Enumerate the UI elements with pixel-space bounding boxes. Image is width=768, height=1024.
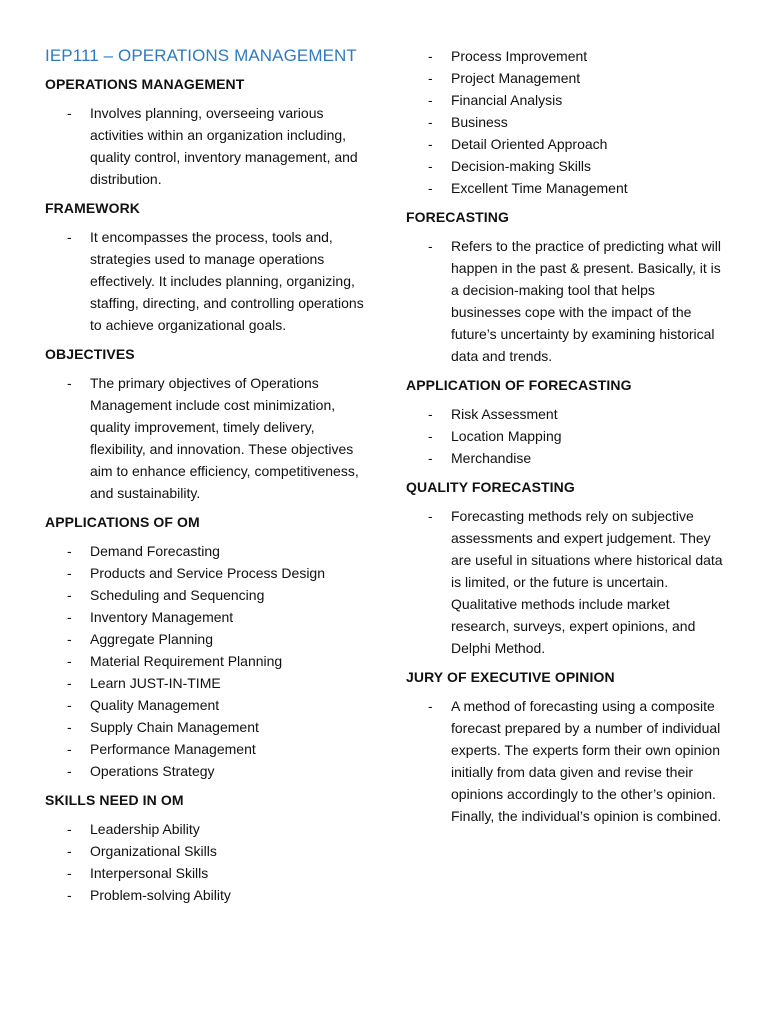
left-column [45,44,370,916]
list-item: - Financial Analysis [406,89,728,111]
right-column [406,45,728,837]
skills-list-continued [406,45,728,199]
list-item: - Leadership Ability [45,818,370,840]
list-item: - Aggregate Planning [45,628,370,650]
section-heading-applications-of-om: APPLICATIONS OF OM [45,514,200,530]
list-item: - Material Requirement Planning [45,650,370,672]
bullet-list-objectives [45,372,370,504]
list-item: - Involves planning, overseeing various activities within an organization including, quality control, inventory management, and distribution. [45,102,370,190]
list-item: - Process Improvement [406,45,728,67]
list-item: - Location Mapping [406,425,728,447]
list-item: - Performance Management [45,738,370,760]
section-heading-quality-forecasting: QUALITY FORECASTING [406,479,575,495]
list-item: - Learn JUST-IN-TIME [45,672,370,694]
section-heading-operations-management: OPERATIONS MANAGEMENT [45,76,245,92]
bullet-list-skills-need-in-om [45,818,370,906]
list-item: - A method of forecasting using a composite forecast prepared by a number of individual experts. The experts form their own opinion initially from data given and revise their opinions accordingly to the other’s opinion. Finally, the individual’s opinion is combined. [406,695,728,827]
list-item: - Detail Oriented Approach [406,133,728,155]
list-item: - Quality Management [45,694,370,716]
bullet-list-framework [45,226,370,336]
list-item: - Products and Service Process Design [45,562,370,584]
bullet-list-application-of-forecasting [406,403,728,469]
bullet-list-forecasting [406,235,728,367]
section-heading-forecasting: FORECASTING [406,209,509,225]
list-item: - Business [406,111,728,133]
list-item: - Interpersonal Skills [45,862,370,884]
list-item: - Risk Assessment [406,403,728,425]
bullet-list-operations-management [45,102,370,190]
list-item: - The primary objectives of Operations Management include cost minimization, quality improvement, timely delivery, flexibility, and innovation. These objectives aim to enhance efficiency, competitiveness, and sustainability. [45,372,370,504]
list-item: - Operations Strategy [45,760,370,782]
list-item: - Inventory Management [45,606,370,628]
list-item: - Decision-making Skills [406,155,728,177]
list-item: - Excellent Time Management [406,177,728,199]
bullet-list-applications-of-om [45,540,370,782]
section-heading-objectives: OBJECTIVES [45,346,135,362]
list-item: - Supply Chain Management [45,716,370,738]
list-item: - Forecasting methods rely on subjective assessments and expert judgement. They are useful in situations where historical data is limited, or the future is uncertain. Qualitative methods include market research, surveys, expert opinions, and Delphi Method. [406,505,728,659]
list-item: - Problem-solving Ability [45,884,370,906]
list-item: - Scheduling and Sequencing [45,584,370,606]
list-item: - Project Management [406,67,728,89]
list-item: - Organizational Skills [45,840,370,862]
document-title: IEP111 – OPERATIONS MANAGEMENT [45,46,357,65]
list-item: - It encompasses the process, tools and, strategies used to manage operations effectively. It includes planning, organizing, staffing, directing, and controlling operations to achieve organizational goals. [45,226,370,336]
list-item: - Merchandise [406,447,728,469]
section-heading-framework: FRAMEWORK [45,200,140,216]
section-heading-application-of-forecasting: APPLICATION OF FORECASTING [406,377,632,393]
section-heading-jury-of-executive-opinion: JURY OF EXECUTIVE OPINION [406,669,615,685]
right-sections [406,209,728,827]
bullet-list-quality-forecasting [406,505,728,659]
bullet-list-jury-of-executive-opinion [406,695,728,827]
left-sections [45,76,370,906]
section-heading-skills-need-in-om: SKILLS NEED IN OM [45,792,184,808]
list-item: - Demand Forecasting [45,540,370,562]
list-item: - Refers to the practice of predicting what will happen in the past & present. Basically, it is a decision-making tool that helps businesses cope with the impact of the future’s uncertainty by examining historical data and trends. [406,235,728,367]
